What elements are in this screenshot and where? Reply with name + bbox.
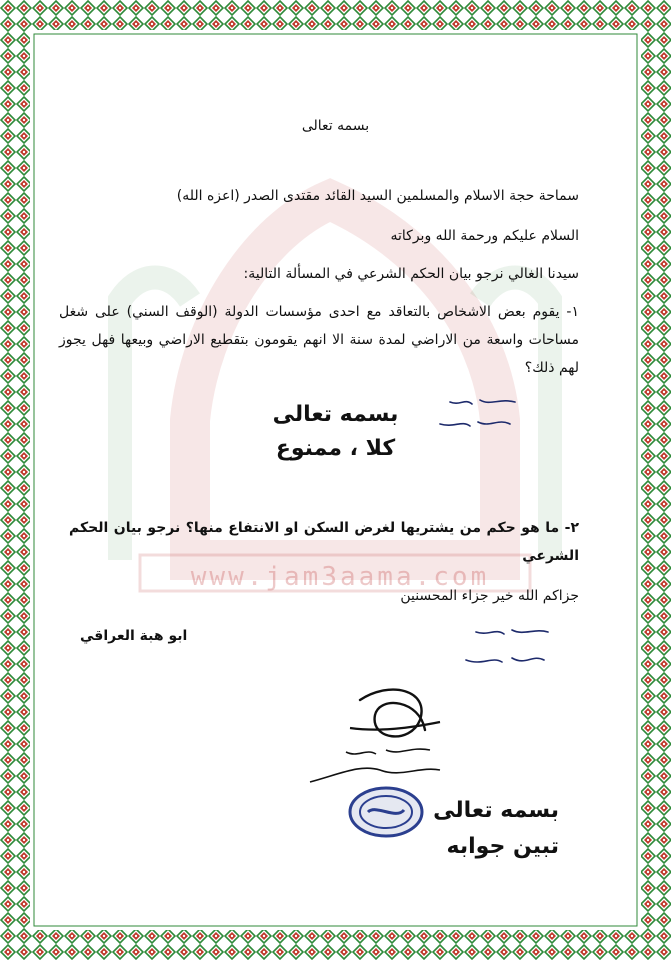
addressee-line: سماحة حجة الاسلام والمسلمين السيد القائد مقتدى الصدر (اعزه الله) bbox=[176, 188, 579, 204]
answer-1-heading: بسمه تعالى bbox=[272, 402, 399, 427]
greeting-line: السلام عليكم ورحمة الله وبركاته bbox=[390, 228, 579, 244]
letter-heading: بسمه تعالى bbox=[301, 118, 370, 134]
closing-line: جزاكم الله خير جزاء المحسنين bbox=[400, 588, 579, 604]
answer-1-text: كلا ، ممنوع bbox=[275, 436, 396, 461]
question-1: ١- يقوم بعض الاشخاص بالتعاقد مع احدى مؤسسات الدولة (الوقف السني) على شغل مساحات واسعة من الاراضي لمدة سنة الا انهم يقومون بتقطيع الاراضي وبيعها فهل يجوز لهم ذلك؟ bbox=[59, 304, 579, 376]
sender-name: ابو هبة العراقي bbox=[80, 628, 188, 644]
official-seal-stamp bbox=[346, 784, 426, 840]
answer-2-text: تبين جوابه bbox=[446, 834, 559, 859]
question-2: ٢- ما هو حكم من يشتريها لغرض السكن او الانتفاع منها؟ نرجو بيان الحكم الشرعي bbox=[69, 520, 579, 564]
intro-line: سيدنا الغالي نرجو بيان الحكم الشرعي في المسألة التالية: bbox=[243, 266, 579, 282]
answer-2-heading: بسمه تعالى bbox=[433, 798, 559, 823]
handwritten-signature-2 bbox=[448, 620, 558, 676]
watermark-url: www.jam3aama.com bbox=[190, 562, 490, 592]
